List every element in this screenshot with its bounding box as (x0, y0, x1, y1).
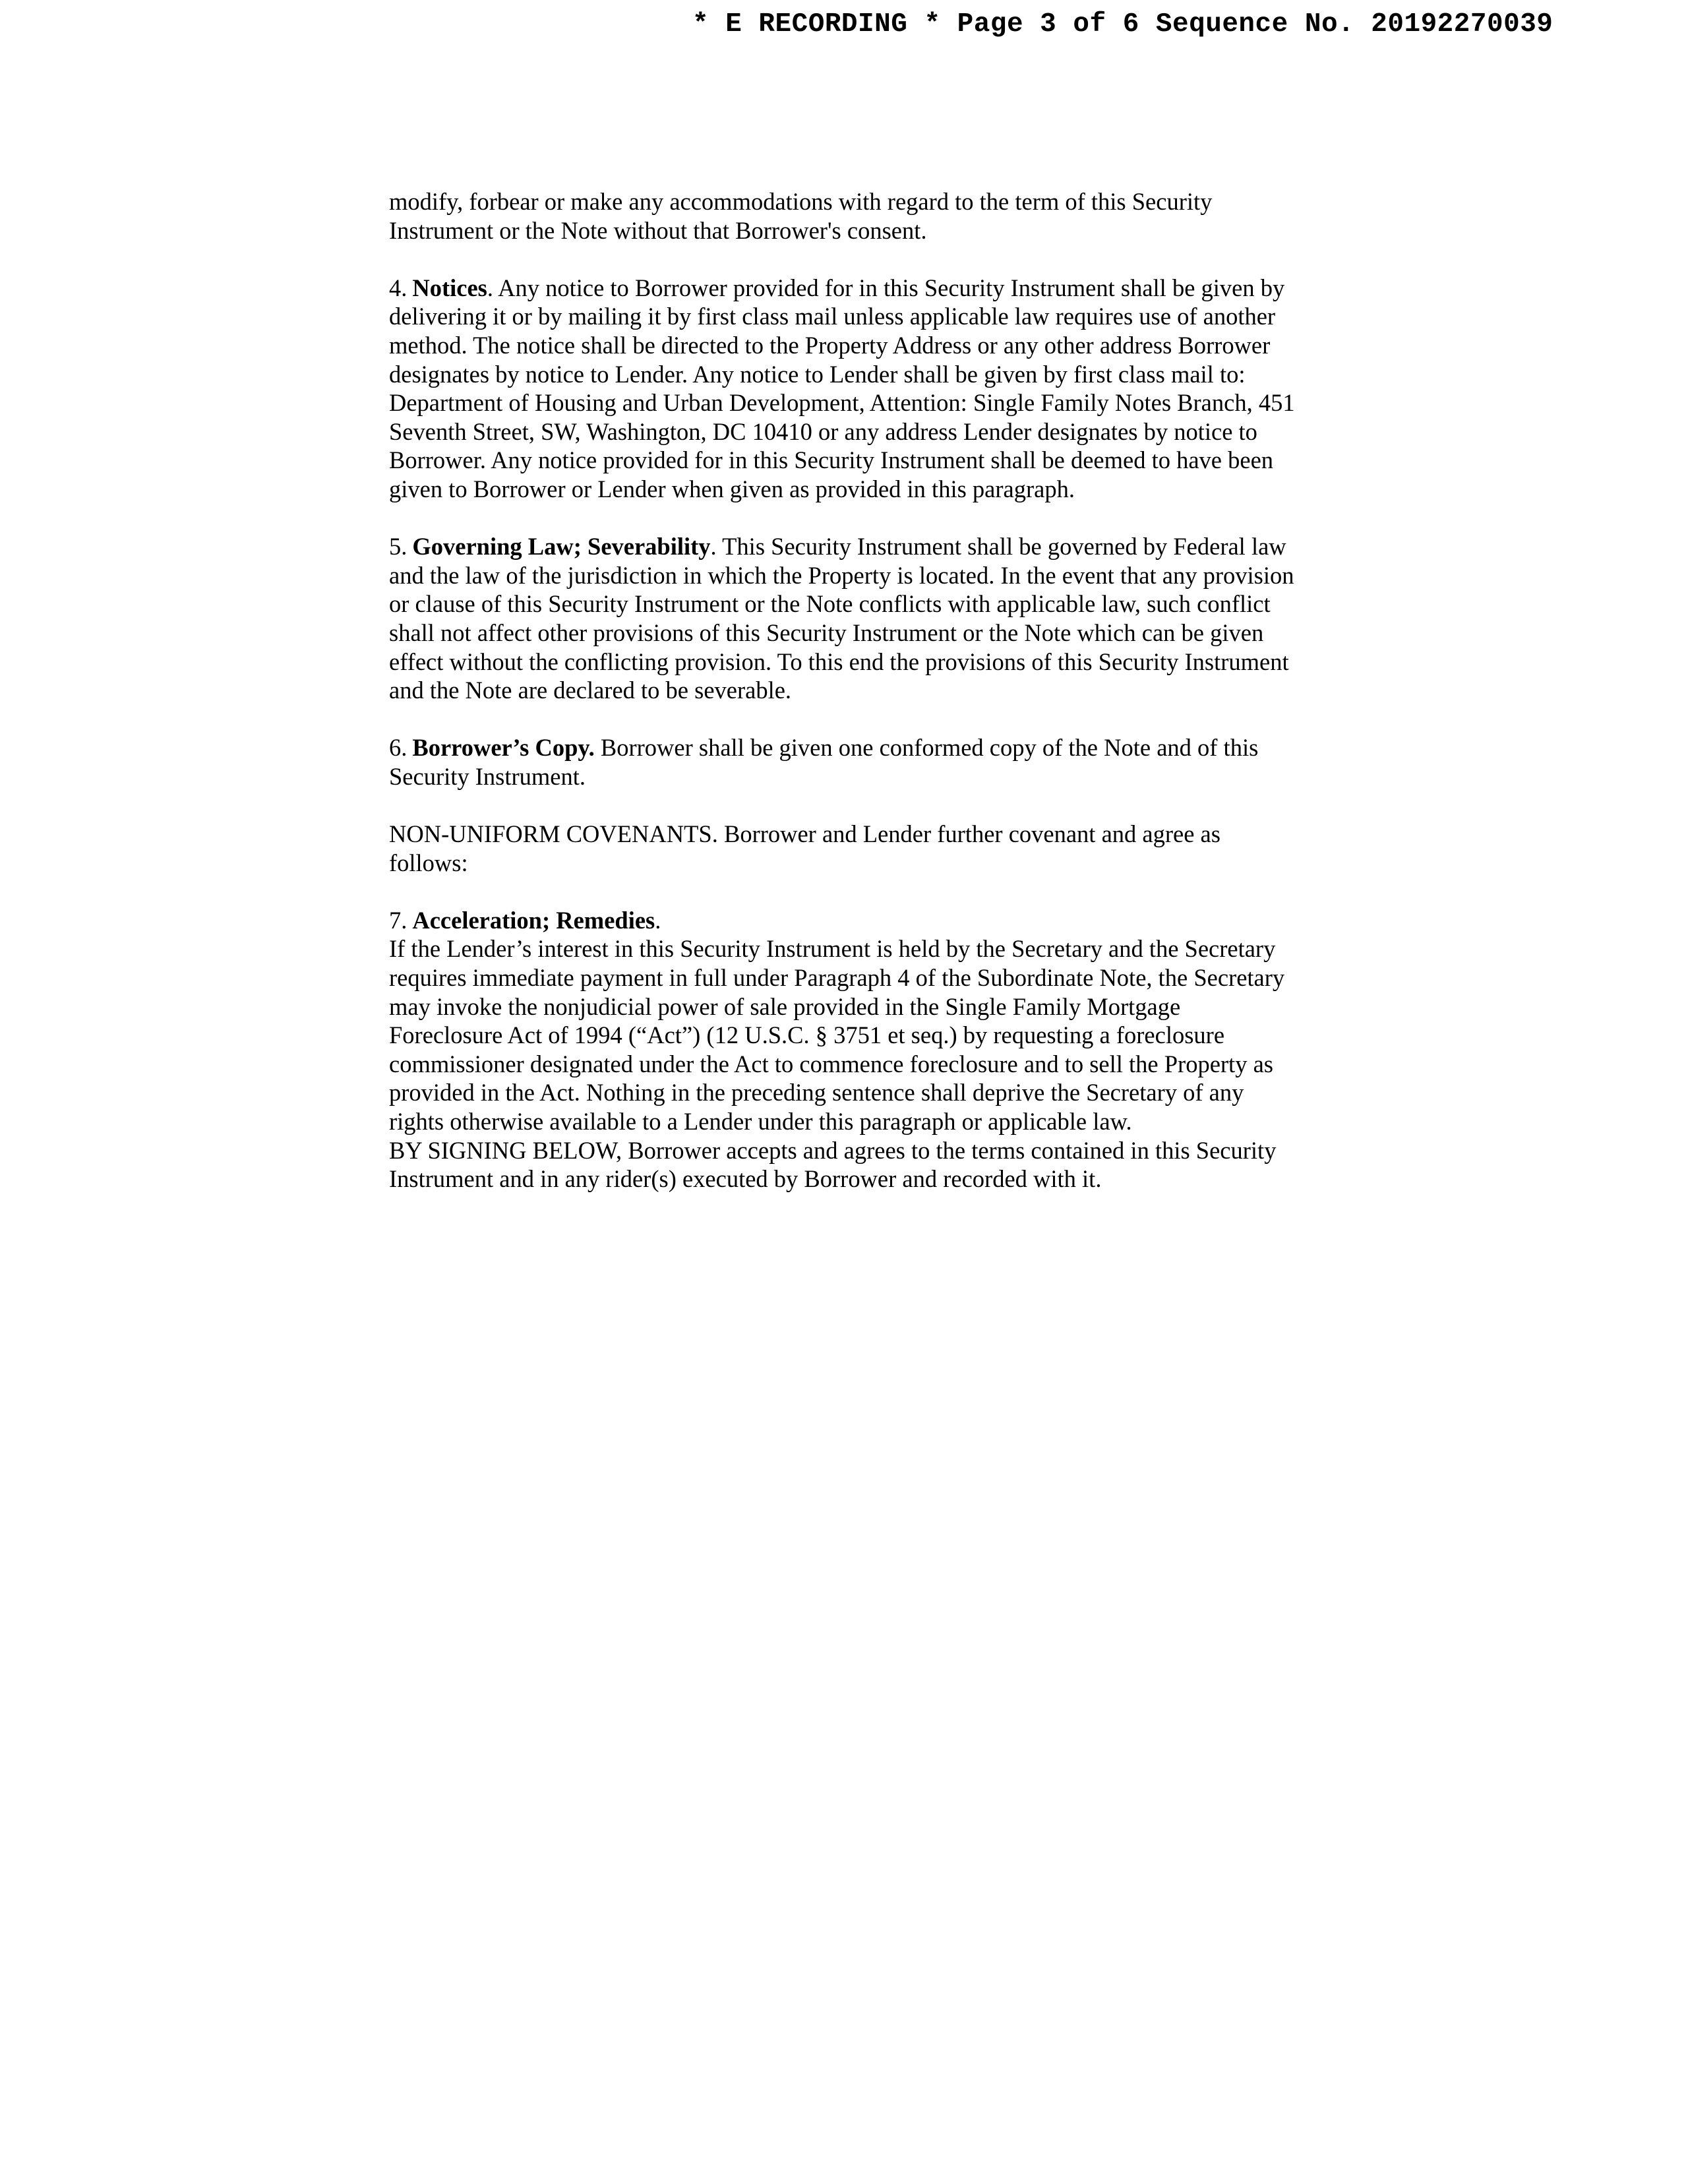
paragraph-number: 7. (389, 906, 407, 934)
paragraph-body: . Any notice to Borrower provided for in this Security Instrument shall be given by delivering it or by mailing it by first class mail unless applicable law requires use of another method. The notice shall be directed to the Property Address or any other address Borrower designates by notice to Lender. Any notice to Lender shall be given by first class mail to: Department of Housing and Urban Development, Attention: Single Family Notes Branch, 451 Seventh Street, SW, Washington, DC 10410 or any address Lender designates by notice to Borrower. Any notice provided for in this Security Instrument shall be deemed to have been given to Borrower or Lender when given as provided in this paragraph. (389, 274, 1295, 502)
paragraph-body: Borrower shall be given one conformed copy of the Note and of this Security Instrument. (389, 734, 1259, 790)
paragraph-body: . This Security Instrument shall be governed by Federal law and the law of the jurisdiction in which the Property is located. In the event that any provision or clause of this Security Instrument or the Note conflicts with applicable law, such conflict shall not affect other provisions of this Security Instrument or the Note which can be given effect without the conflicting provision. To this end the provisions of this Security Instrument and the Note are declared to be severable. (389, 533, 1294, 704)
signing-paragraph: BY SIGNING BELOW, Borrower accepts and agrees to the terms contained in this Security Instrument and in any rider(s) executed by Borrower and recorded with it. (389, 1136, 1277, 1193)
borrowers-copy-paragraph (389, 733, 1299, 791)
acceleration-body-paragraph: If the Lender’s interest in this Security Instrument is held by the Secretary and the Secretary requires immediate payment in full under Paragraph 4 of the Subordinate Note, the Secretary may invoke the nonjudicial power of sale provided in the Single Family Mortgage Foreclosure Act of 1994 (“Act”) (12 U.S.C. § 3751 et seq.) by requesting a foreclosure commissioner designated under the Act to commence foreclosure and to sell the Property as provided in the Act. Nothing in the preceding sentence shall deprive the Secretary of any rights otherwise available to a Lender under this paragraph or applicable law. (389, 935, 1285, 1135)
non-uniform-covenants-paragraph: NON-UNIFORM COVENANTS. Borrower and Lender further covenant and agree as follows: (389, 820, 1221, 876)
recording-header: * E RECORDING * Page 3 of 6 Sequence No. 20192270039 (692, 9, 1553, 40)
continuation-paragraph: modify, forbear or make any accommodations with regard to the term of this Security Instrument or the Note without that Borrower's consent. (389, 188, 1213, 244)
acceleration-heading-line (389, 906, 1299, 935)
paragraph-heading: Acceleration; Remedies (412, 906, 655, 934)
heading-suffix: . (655, 906, 661, 934)
paragraph-heading: Borrower’s Copy. (412, 734, 595, 762)
governing-law-paragraph (389, 532, 1299, 705)
paragraph-heading: Notices (412, 274, 487, 301)
notices-paragraph (389, 274, 1299, 504)
paragraph-number: 5. (389, 533, 407, 561)
paragraph-number: 6. (389, 734, 407, 762)
paragraph-heading: Governing Law; Severability (412, 533, 711, 561)
document-body (389, 187, 1299, 1194)
paragraph-number: 4. (389, 274, 407, 301)
